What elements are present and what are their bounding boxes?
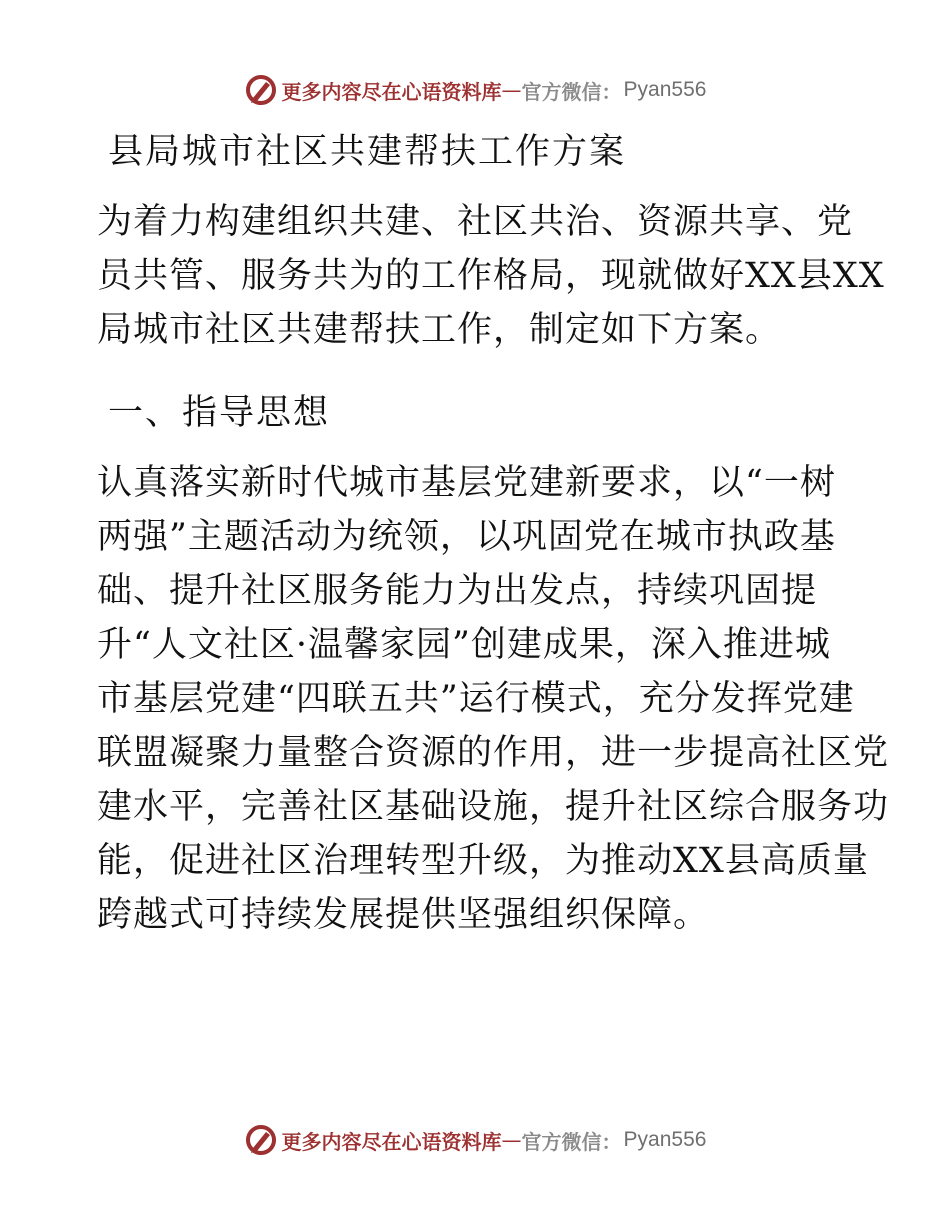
body-line: 升“人文社区·温馨家园”创建成果，深入推进城 (97, 625, 831, 665)
intro-line: 局城市社区共建帮扶工作，制定如下方案。 (97, 310, 782, 350)
intro-paragraph (97, 195, 885, 357)
section-heading: 一、指导思想 (108, 393, 331, 433)
banner-dash: — (501, 78, 522, 102)
footer-watermark-banner (0, 1120, 950, 1160)
banner-main-text: 更多内容尽在心语资料库 (281, 79, 502, 104)
body-line: 础、提升社区服务能力为出发点，持续巩固提 (97, 571, 818, 611)
banner-main-text: 更多内容尽在心语资料库 (281, 1129, 502, 1154)
pen-circle-logo-icon (244, 73, 278, 107)
body-line: 能，促进社区治理转型升级，为推动XX县高质量 (97, 841, 869, 881)
intro-line: 员共管、服务共为的工作格局，现就做好XX县XX (97, 256, 885, 296)
body-line: 市基层党建“四联五共”运行模式，充分发挥党建 (97, 679, 855, 719)
document-title: 县局城市社区共建帮扶工作方案 (108, 132, 627, 172)
body-line: 认真落实新时代城市基层党建新要求，以“一树 (97, 463, 836, 503)
banner-wechat-label: 官方微信： (521, 1129, 622, 1154)
header-watermark-banner (0, 70, 950, 110)
banner-wechat-id: Pyan556 (623, 1128, 707, 1151)
intro-line: 为着力构建组织共建、社区共治、资源共享、党 (97, 202, 854, 242)
body-line: 两强”主题活动为统领，以巩固党在城市执政基 (97, 517, 836, 557)
pen-circle-logo-icon (244, 1123, 278, 1157)
body-line: 跨越式可持续发展提供坚强组织保障。 (97, 895, 710, 935)
section-body-paragraph (97, 456, 890, 942)
banner-wechat-label: 官方微信： (521, 79, 622, 104)
body-line: 建水平，完善社区基础设施，提升社区综合服务功 (97, 787, 890, 827)
banner-wechat-id: Pyan556 (623, 78, 707, 101)
banner-dash: — (501, 1128, 522, 1152)
body-line: 联盟凝聚力量整合资源的作用，进一步提高社区党 (97, 733, 890, 773)
